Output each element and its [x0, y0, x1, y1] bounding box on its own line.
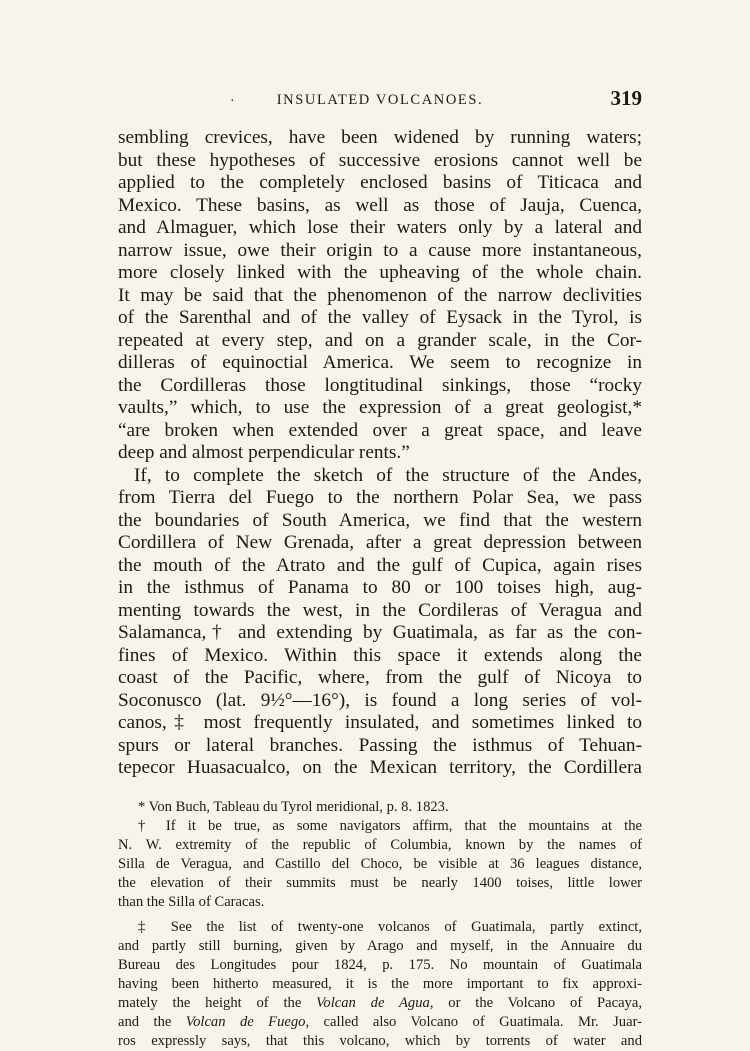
- body-line: and Almaguer, which lose their waters only by a lateral and: [118, 217, 642, 238]
- footnotes: [118, 798, 642, 1051]
- body-line: the boundaries of South America, we find that the western: [118, 509, 642, 531]
- body-line: in the isthmus of Panama to 80 or 100 toises high, aug-: [118, 577, 642, 598]
- body-line: more closely linked with the upheaving of the whole chain.: [118, 262, 642, 283]
- body-line: fines of Mexico. Within this space it extends along the: [118, 644, 642, 666]
- body-line: from Tierra del Fuego to the northern Polar Sea, we pass: [118, 487, 642, 508]
- body-line: canos,‡ most frequently insulated, and sometimes linked to: [118, 712, 642, 733]
- body-line: Cordillera of New Grenada, after a great depression between: [118, 532, 642, 553]
- body-line: deep and almost perpendicular rents.”: [118, 442, 410, 463]
- body-line: applied to the completely enclosed basins of Titicaca and: [118, 172, 642, 193]
- footnote-text: mately the height of the: [118, 995, 317, 1011]
- body-text: [118, 127, 642, 780]
- body-line: coast of the Pacific, where, from the gulf of Nicoya to: [118, 667, 642, 688]
- page-header: [118, 86, 642, 116]
- footnote-text: , called also Volcano of Guatimala. Mr. Juar-: [305, 1014, 643, 1030]
- body-line: Soconusco (lat. 9½°—16°), is found a long series of vol-: [118, 689, 642, 711]
- italic-term: Volcan de Fuego: [185, 1014, 306, 1030]
- footnote-line: having been hitherto measured, it is the more important to fix approxi-: [118, 976, 642, 992]
- body-line: “are broken when extended over a great space, and leave: [118, 419, 642, 441]
- body-line: tepecor Huasacualco, on the Mexican territory, the Cordillera: [118, 757, 642, 778]
- body-line: It may be said that the phenomenon of the narrow declivities: [118, 284, 642, 306]
- footnote-line: [118, 994, 642, 1013]
- footnote-text: , or the Volcano of Pacaya,: [429, 995, 642, 1011]
- body-line: the mouth of the Atrato and the gulf of Cupica, again rises: [118, 554, 642, 576]
- footnote-line: † If it be true, as some navigators affirm, that the mountains at the: [138, 818, 642, 834]
- italic-term: Volcan de Agua: [316, 995, 430, 1011]
- footnote-line: and partly still burning, given by Arago and myself, in the Annuaire du: [118, 938, 642, 954]
- header-ornament-dot: ·: [230, 94, 235, 109]
- body-line: the Cordilleras those longtitudinal sinkings, those “rocky: [118, 374, 642, 396]
- body-line: repeated at every step, and on a grander scale, in the Cor-: [118, 329, 642, 351]
- footnote-line: Silla de Veragua, and Castillo del Choco, be visible at 36 leagues distance,: [118, 856, 642, 872]
- footnote-line: N. W. extremity of the republic of Columbia, known by the names of: [118, 837, 642, 853]
- footnote-line: [118, 1013, 642, 1032]
- running-title: INSULATED VOLCANOES.: [276, 92, 484, 108]
- body-line: Salamanca,† and extending by Guatimala, as far as the con-: [118, 622, 642, 643]
- body-line: sembling crevices, have been widened by running waters;: [118, 127, 642, 148]
- body-line: but these hypotheses of successive erosions cannot well be: [118, 149, 642, 171]
- footnote-line: * Von Buch, Tableau du Tyrol meridional, p. 8. 1823.: [138, 799, 449, 815]
- footnote-line: the elevation of their summits must be nearly 1400 toises, little lower: [118, 875, 642, 891]
- paragraph-start-line: If, to complete the sketch of the structure of the Andes,: [134, 464, 642, 486]
- footnote-line: than the Silla of Caracas.: [118, 894, 265, 910]
- body-line: menting towards the west, in the Cordileras of Veragua and: [118, 599, 642, 621]
- footnote-line: ‡ See the list of twenty-one volcanos of Guatimala, partly extinct,: [138, 919, 642, 935]
- body-line: vaults,” which, to use the expression of a great geologist,*: [118, 397, 642, 418]
- footnote-text: and the: [118, 1014, 186, 1030]
- footnote-line: Bureau des Longitudes pour 1824, p. 175. No mountain of Guatimala: [118, 957, 642, 973]
- body-line: dilleras of equinoctial America. We seem to recognize in: [118, 352, 642, 373]
- body-line: of the Sarenthal and of the valley of Eysack in the Tyrol, is: [118, 307, 642, 328]
- body-line: narrow issue, owe their origin to a cause more instantaneous,: [118, 239, 642, 261]
- page-number: 319: [610, 86, 642, 110]
- body-line: Mexico. These basins, as well as those of Jauja, Cuenca,: [118, 194, 642, 216]
- footnote-line: ros expressly says, that this volcano, which by torrents of water and: [118, 1033, 642, 1049]
- body-line: spurs or lateral branches. Passing the isthmus of Tehuan-: [118, 734, 642, 756]
